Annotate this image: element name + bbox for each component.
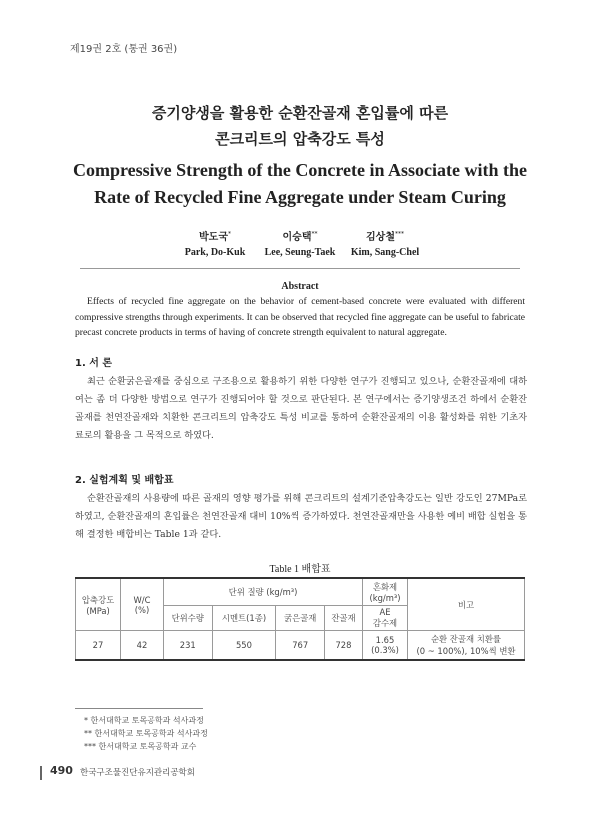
header-water: 단위수량 xyxy=(164,606,213,631)
cell-fine: 728 xyxy=(324,631,362,661)
title-english-line-1: Compressive Strength of the Concrete in Associate with the xyxy=(73,160,527,180)
author-2-name-en: Lee, Seung-Taek xyxy=(264,247,336,258)
abstract-text: Effects of recycled fine aggregate on the behavior of cement-based concrete were evaluated with different compressive strengths through experiments. It can be observed that recycled fine aggregate can be useful to fabricate precast concrete products in terms of having of concrete strength equivalent to natural aggregate. xyxy=(75,296,525,338)
cell-cement: 550 xyxy=(212,631,276,661)
footnote-1: * 한서대학교 토목공학과 석사과정 xyxy=(84,716,204,725)
header-wc: W/C (%) xyxy=(121,578,164,631)
cell-note: 순환 잔골재 치환률 (0 ~ 100%), 10%씩 변환 xyxy=(408,631,525,661)
header-strength: 압축강도 (MPa) xyxy=(76,578,121,631)
journal-name: 한국구조물진단유지관리공학회 xyxy=(80,768,195,778)
section-2-text: 순환잔골재의 사용량에 따른 골재의 영향 평가를 위해 콘크리트의 설계기준압축강도는 일반 강도인 27MPa로 하였고, 순환잔골재의 혼입률은 천연잔골재 대비 10%씩 증가하였다. 천연잔골재만을 사용한 예비 배합 실험을 통해 결정한 배합비는 Table 1과 같다. xyxy=(75,493,527,540)
footnote-divider xyxy=(75,708,203,709)
page-number: 490 xyxy=(50,764,73,777)
header-note: 비고 xyxy=(408,578,525,631)
issue-info: 제19권 2호 (통권 36권) xyxy=(70,44,178,55)
section-1-text: 최근 순환굵은골재를 중심으로 구조용으로 활용하기 위한 다양한 연구가 진행되고 있으나, 순환잔골재에 대하여는 좀 더 다양한 방법으로 연구가 진행되어야 할 것으로 판단된다. 본 연구에서는 증기양생조건 하에서 순환잔골재를 천연잔골재와 치환한 콘크리트의 압축강도 특성 비교를 통하여 순환잔골재의 이용 활성화를 위한 기초자료로의 활용을 그 목적으로 하였다. xyxy=(75,376,527,441)
table-row xyxy=(76,631,525,661)
cell-wc: 42 xyxy=(121,631,164,661)
header-coarse: 굵은골재 xyxy=(276,606,325,631)
footer-bar xyxy=(40,766,42,780)
header-cement: 시멘트(1종) xyxy=(212,606,276,631)
cell-coarse: 767 xyxy=(276,631,325,661)
author-2-mark: ** xyxy=(311,230,318,238)
author-2-name-ko: 이승택 xyxy=(282,232,312,243)
header-admixture: 혼화제 (kg/m³) xyxy=(363,578,408,606)
header-divider xyxy=(80,268,520,269)
mix-proportion-table xyxy=(75,577,525,661)
title-korean-line-1: 증기양생을 활용한 순환잔골재 혼입률에 따른 xyxy=(151,104,449,122)
table-caption: Table 1 배합표 xyxy=(269,564,331,575)
footnote-2: ** 한서대학교 토목공학과 석사과정 xyxy=(84,729,208,738)
table-header-row-1 xyxy=(76,578,525,606)
author-3-name-en: Kim, Sang-Chel xyxy=(350,247,420,258)
author-1-mark: * xyxy=(227,230,231,238)
author-1-name-en: Park, Do-Kuk xyxy=(184,247,246,258)
abstract-heading: Abstract xyxy=(281,281,319,292)
cell-strength: 27 xyxy=(76,631,121,661)
author-1-name-ko: 박도국 xyxy=(199,232,228,243)
footnotes xyxy=(84,714,208,753)
footnote-3: *** 한서대학교 토목공학과 교수 xyxy=(84,742,197,751)
cell-water: 231 xyxy=(164,631,213,661)
header-fine: 잔골재 xyxy=(324,606,362,631)
cell-ae: 1.65 (0.3%) xyxy=(363,631,408,661)
title-english-line-2: Rate of Recycled Fine Aggregate under Steam Curing xyxy=(94,187,506,207)
section-2-heading: 2. 실험계획 및 배합표 xyxy=(75,475,174,486)
author-3 xyxy=(325,228,445,258)
section-1-heading: 1. 서 론 xyxy=(75,358,113,369)
author-3-name-ko: 김상철 xyxy=(366,232,395,243)
header-ae: AE 감수제 xyxy=(363,606,408,631)
header-unit-weight: 단위 질량 (kg/m³) xyxy=(164,578,363,606)
title-korean-line-2: 콘크리트의 압축강도 특성 xyxy=(215,130,385,148)
author-3-mark: *** xyxy=(394,230,404,238)
